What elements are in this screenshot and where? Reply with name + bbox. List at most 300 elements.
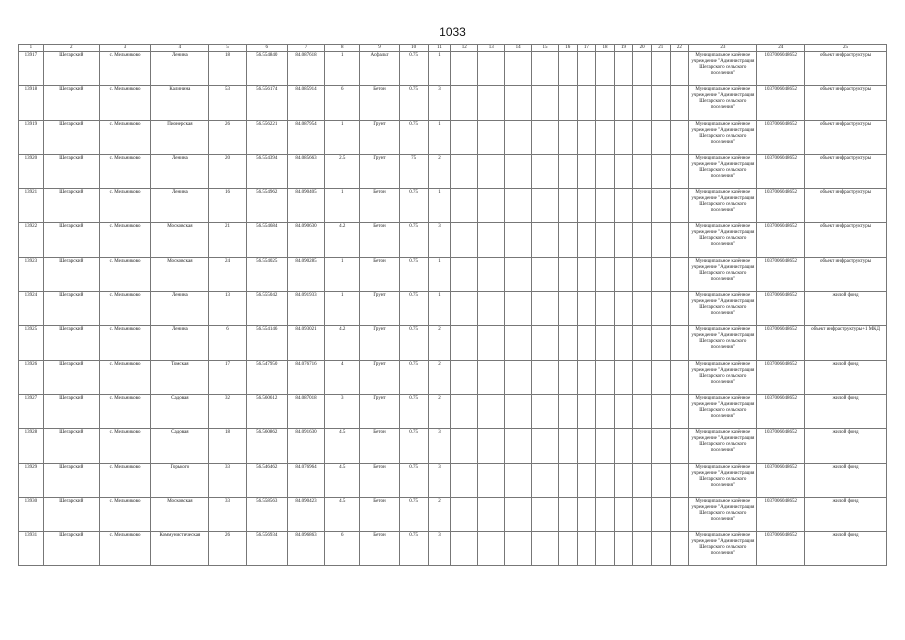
table-row — [19, 429, 887, 463]
table-cell: 84.076964 — [287, 463, 324, 497]
table-cell — [451, 154, 478, 188]
table-cell — [670, 394, 689, 428]
table-cell: Шегарский — [43, 154, 99, 188]
table-cell — [596, 360, 615, 394]
column-header: 3 — [99, 45, 151, 52]
table-cell — [633, 463, 652, 497]
table-cell: 13929 — [19, 463, 44, 497]
table-cell: 0.75 — [399, 292, 428, 326]
table-cell: жилой фонд — [805, 292, 887, 326]
table-cell — [670, 52, 689, 86]
table-cell — [478, 154, 505, 188]
table-cell — [451, 394, 478, 428]
table-cell: Ленина — [151, 326, 209, 360]
table-cell — [478, 257, 505, 291]
table-cell: 0.75 — [399, 326, 428, 360]
table-cell — [614, 429, 633, 463]
table-cell — [505, 532, 532, 566]
table-cell — [532, 326, 559, 360]
table-cell: 3 — [428, 463, 451, 497]
column-header: 24 — [757, 45, 805, 52]
table-cell — [577, 154, 596, 188]
table-cell — [651, 394, 670, 428]
table-cell: 1037006048652 — [757, 120, 805, 154]
table-cell — [577, 532, 596, 566]
column-header: 14 — [505, 45, 532, 52]
table-cell — [670, 497, 689, 531]
table-cell — [596, 292, 615, 326]
table-cell — [532, 154, 559, 188]
table-cell — [505, 463, 532, 497]
table-cell: 26 — [209, 532, 246, 566]
table-row — [19, 257, 887, 291]
table-cell: 13930 — [19, 497, 44, 531]
table-cell — [451, 120, 478, 154]
table-cell: Садовая — [151, 429, 209, 463]
table-cell — [577, 189, 596, 223]
table-cell — [651, 360, 670, 394]
table-cell — [558, 463, 577, 497]
column-header: 8 — [325, 45, 360, 52]
table-cell: 3 — [428, 223, 451, 257]
table-cell — [633, 257, 652, 291]
table-cell: 84.093021 — [287, 326, 324, 360]
table-cell: Московская — [151, 223, 209, 257]
table-cell — [614, 497, 633, 531]
table-cell: 1037006048652 — [757, 394, 805, 428]
table-cell — [505, 86, 532, 120]
table-cell: 4 — [325, 360, 360, 394]
table-cell — [558, 360, 577, 394]
table-cell: Шегарский — [43, 86, 99, 120]
table-cell: 1037006048652 — [757, 154, 805, 188]
table-cell — [651, 86, 670, 120]
table-cell — [670, 154, 689, 188]
table-cell — [614, 52, 633, 86]
table-cell: 84.091630 — [287, 429, 324, 463]
table-row — [19, 52, 887, 86]
table-cell: 84.085663 — [287, 154, 324, 188]
table-cell — [558, 86, 577, 120]
table-cell — [670, 326, 689, 360]
table-cell — [558, 326, 577, 360]
column-header: 25 — [805, 45, 887, 52]
table-cell: 4.5 — [325, 429, 360, 463]
table-cell: 1037006048652 — [757, 497, 805, 531]
table-cell: Муниципальное казённое учреждение "Администрация Шегарского сельского поселения" — [689, 120, 757, 154]
column-header: 11 — [428, 45, 451, 52]
table-cell: Грунт — [360, 292, 399, 326]
table-cell: 13931 — [19, 532, 44, 566]
table-cell: Горького — [151, 463, 209, 497]
table-cell: 1 — [428, 257, 451, 291]
table-cell: 2 — [428, 394, 451, 428]
table-cell: 0.75 — [399, 532, 428, 566]
registry-table — [18, 44, 887, 566]
table-cell: 33 — [209, 463, 246, 497]
table-row — [19, 292, 887, 326]
table-cell — [651, 497, 670, 531]
table-cell — [451, 52, 478, 86]
table-cell — [505, 292, 532, 326]
table-cell — [577, 326, 596, 360]
table-cell — [596, 429, 615, 463]
table-cell: с. Мельниково — [99, 463, 151, 497]
table-cell: 0.75 — [399, 223, 428, 257]
table-cell — [670, 189, 689, 223]
table-cell: 56.554025 — [246, 257, 287, 291]
table-cell: 1037006048652 — [757, 223, 805, 257]
column-header: 15 — [532, 45, 559, 52]
table-cell: 0.75 — [399, 463, 428, 497]
table-cell: 13920 — [19, 154, 44, 188]
table-cell — [670, 86, 689, 120]
table-cell: Муниципальное казённое учреждение "Администрация Шегарского сельского поселения" — [689, 86, 757, 120]
table-row — [19, 497, 887, 531]
table-cell — [451, 86, 478, 120]
table-cell — [532, 52, 559, 86]
table-cell: Муниципальное казённое учреждение "Администрация Шегарского сельского поселения" — [689, 326, 757, 360]
table-cell — [614, 326, 633, 360]
table-cell: с. Мельниково — [99, 52, 151, 86]
table-cell: 0.75 — [399, 394, 428, 428]
table-cell: 0.75 — [399, 257, 428, 291]
table-cell: жилой фонд — [805, 394, 887, 428]
table-cell: 1 — [325, 292, 360, 326]
table-cell — [614, 223, 633, 257]
table-cell: 3 — [428, 86, 451, 120]
table-cell — [596, 120, 615, 154]
table-cell — [558, 154, 577, 188]
table-cell — [505, 360, 532, 394]
table-cell: 56.554684 — [246, 223, 287, 257]
table-cell — [478, 429, 505, 463]
table-cell: 6 — [325, 532, 360, 566]
table-cell — [633, 292, 652, 326]
table-cell — [651, 463, 670, 497]
table-cell — [596, 532, 615, 566]
table-cell — [577, 463, 596, 497]
table-cell — [577, 292, 596, 326]
table-cell — [614, 154, 633, 188]
table-cell: Шегарский — [43, 52, 99, 86]
table-cell: 56.554146 — [246, 326, 287, 360]
table-cell: 18 — [209, 52, 246, 86]
table-cell: объект инфраструктуры — [805, 223, 887, 257]
table-cell — [670, 223, 689, 257]
table-cell — [505, 257, 532, 291]
table-cell — [532, 497, 559, 531]
table-cell: 32 — [209, 394, 246, 428]
table-cell — [614, 463, 633, 497]
table-header-row — [19, 45, 887, 52]
table-cell — [670, 257, 689, 291]
table-cell: Бетон — [360, 429, 399, 463]
table-cell — [651, 257, 670, 291]
table-cell: 33 — [209, 497, 246, 531]
table-cell: с. Мельниково — [99, 120, 151, 154]
table-cell: Шегарский — [43, 360, 99, 394]
table-cell — [633, 429, 652, 463]
table-cell — [614, 189, 633, 223]
table-cell: 56.556221 — [246, 120, 287, 154]
table-cell: Шегарский — [43, 429, 99, 463]
table-cell — [451, 292, 478, 326]
table-cell: объект инфраструктуры — [805, 189, 887, 223]
table-cell — [558, 257, 577, 291]
table-cell: 18 — [209, 429, 246, 463]
table-cell: 1037006048652 — [757, 257, 805, 291]
table-cell: 3 — [428, 532, 451, 566]
table-cell: Грунт — [360, 394, 399, 428]
table-cell: 84.096863 — [287, 532, 324, 566]
table-cell: 13922 — [19, 223, 44, 257]
column-header: 4 — [151, 45, 209, 52]
table-cell: Асфальт — [360, 52, 399, 86]
table-cell — [532, 223, 559, 257]
table-cell — [451, 463, 478, 497]
table-cell — [614, 532, 633, 566]
table-cell — [478, 394, 505, 428]
table-cell — [558, 532, 577, 566]
table-cell — [478, 292, 505, 326]
table-cell: с. Мельниково — [99, 86, 151, 120]
table-cell: 4.2 — [325, 223, 360, 257]
table-cell — [651, 189, 670, 223]
table-cell: с. Мельниково — [99, 532, 151, 566]
table-cell: 1 — [325, 257, 360, 291]
table-cell — [651, 52, 670, 86]
table-cell: 84.091933 — [287, 292, 324, 326]
table-cell: Садовая — [151, 394, 209, 428]
table-cell: с. Мельниково — [99, 189, 151, 223]
table-cell — [558, 429, 577, 463]
table-cell: 1037006048652 — [757, 532, 805, 566]
table-cell: Муниципальное казённое учреждение "Администрация Шегарского сельского поселения" — [689, 429, 757, 463]
table-row — [19, 223, 887, 257]
table-cell: 84.085914 — [287, 86, 324, 120]
column-header: 22 — [670, 45, 689, 52]
table-cell: Ленина — [151, 189, 209, 223]
table-cell: Муниципальное казённое учреждение "Администрация Шегарского сельского поселения" — [689, 394, 757, 428]
table-cell: 2 — [428, 326, 451, 360]
table-cell: Бетон — [360, 257, 399, 291]
table-cell: 84.090630 — [287, 223, 324, 257]
table-cell: с. Мельниково — [99, 154, 151, 188]
table-cell: 56.555042 — [246, 292, 287, 326]
table-cell: 1037006048652 — [757, 429, 805, 463]
table-cell — [633, 189, 652, 223]
table-cell — [633, 223, 652, 257]
table-cell: с. Мельниково — [99, 223, 151, 257]
table-cell — [577, 394, 596, 428]
table-cell: Грунт — [360, 154, 399, 188]
table-cell: объект инфраструктуры — [805, 52, 887, 86]
table-cell — [478, 463, 505, 497]
table-cell — [505, 154, 532, 188]
table-cell — [577, 223, 596, 257]
table-cell: 2 — [428, 360, 451, 394]
table-cell: Грунт — [360, 326, 399, 360]
table-cell: 6 — [325, 86, 360, 120]
table-cell: 0.75 — [399, 86, 428, 120]
table-cell — [478, 189, 505, 223]
table-cell: Муниципальное казённое учреждение "Администрация Шегарского сельского поселения" — [689, 292, 757, 326]
table-row — [19, 394, 887, 428]
table-cell: с. Мельниково — [99, 292, 151, 326]
table-cell: с. Мельниково — [99, 429, 151, 463]
table-cell: 1037006048652 — [757, 326, 805, 360]
column-header: 18 — [596, 45, 615, 52]
table-cell — [505, 52, 532, 86]
table-cell: Шегарский — [43, 532, 99, 566]
table-cell — [577, 360, 596, 394]
table-cell: Ленина — [151, 292, 209, 326]
table-row — [19, 326, 887, 360]
table-cell — [596, 463, 615, 497]
table-cell: 75 — [399, 154, 428, 188]
table-cell: 1 — [325, 120, 360, 154]
table-cell: объект инфраструктуры — [805, 257, 887, 291]
table-cell: 1037006048652 — [757, 292, 805, 326]
table-cell: 2 — [428, 154, 451, 188]
table-row — [19, 532, 887, 566]
table-cell — [670, 120, 689, 154]
table-cell — [614, 360, 633, 394]
table-cell: 56.546462 — [246, 463, 287, 497]
table-cell: Муниципальное казённое учреждение "Администрация Шегарского сельского поселения" — [689, 257, 757, 291]
table-cell — [558, 394, 577, 428]
table-cell: Шегарский — [43, 120, 99, 154]
table-cell: 56.556934 — [246, 532, 287, 566]
table-cell: Бетон — [360, 86, 399, 120]
column-header: 9 — [360, 45, 399, 52]
table-cell — [596, 394, 615, 428]
table-cell — [577, 52, 596, 86]
table-cell — [596, 86, 615, 120]
table-cell: Бетон — [360, 189, 399, 223]
column-header: 21 — [651, 45, 670, 52]
table-cell: 13919 — [19, 120, 44, 154]
table-cell: 0.75 — [399, 52, 428, 86]
table-cell — [478, 86, 505, 120]
table-cell: объект инфраструктуры — [805, 120, 887, 154]
table-cell: 1037006048652 — [757, 189, 805, 223]
table-cell: Муниципальное казённое учреждение "Администрация Шегарского сельского поселения" — [689, 532, 757, 566]
table-row — [19, 360, 887, 394]
table-cell: Шегарский — [43, 497, 99, 531]
table-cell: 56.556174 — [246, 86, 287, 120]
table-cell: жилой фонд — [805, 463, 887, 497]
table-cell: 24 — [209, 257, 246, 291]
table-cell — [532, 394, 559, 428]
table-cell — [614, 394, 633, 428]
table-cell — [532, 463, 559, 497]
table-cell: Шегарский — [43, 189, 99, 223]
table-cell: 20 — [209, 154, 246, 188]
table-cell — [614, 120, 633, 154]
table-cell: Московская — [151, 257, 209, 291]
table-cell — [633, 532, 652, 566]
table-cell: 4.5 — [325, 463, 360, 497]
column-header: 7 — [287, 45, 324, 52]
table-cell: 56.554840 — [246, 52, 287, 86]
table-cell — [558, 292, 577, 326]
table-cell: 1037006048652 — [757, 52, 805, 86]
table-cell — [614, 257, 633, 291]
table-cell — [532, 532, 559, 566]
table-row — [19, 120, 887, 154]
table-cell: 56.554394 — [246, 154, 287, 188]
table-cell: Шегарский — [43, 257, 99, 291]
table-cell: 1 — [428, 292, 451, 326]
table-cell: Муниципальное казённое учреждение "Администрация Шегарского сельского поселения" — [689, 189, 757, 223]
table-cell — [596, 189, 615, 223]
table-cell: 13927 — [19, 394, 44, 428]
column-header: 13 — [478, 45, 505, 52]
column-header: 23 — [689, 45, 757, 52]
table-cell — [651, 429, 670, 463]
table-cell — [532, 292, 559, 326]
table-row — [19, 154, 887, 188]
table-cell: Бетон — [360, 223, 399, 257]
table-cell: 3 — [325, 394, 360, 428]
table-cell: 26 — [209, 120, 246, 154]
table-cell — [558, 52, 577, 86]
table-cell: 0.75 — [399, 120, 428, 154]
table-cell: Калинина — [151, 86, 209, 120]
table-cell — [558, 120, 577, 154]
table-cell: 1 — [428, 189, 451, 223]
table-cell: 0.75 — [399, 429, 428, 463]
table-cell — [670, 532, 689, 566]
table-cell: 21 — [209, 223, 246, 257]
table-cell — [670, 360, 689, 394]
table-cell: 2.5 — [325, 154, 360, 188]
table-cell: 56.547950 — [246, 360, 287, 394]
table-cell: Грунт — [360, 120, 399, 154]
table-cell — [505, 326, 532, 360]
table-cell — [478, 52, 505, 86]
table-cell — [651, 223, 670, 257]
table-cell — [596, 497, 615, 531]
table-cell — [478, 497, 505, 531]
table-cell: Муниципальное казённое учреждение "Администрация Шегарского сельского поселения" — [689, 360, 757, 394]
table-cell — [451, 223, 478, 257]
table-cell: Шегарский — [43, 394, 99, 428]
table-cell: объект инфраструктуры — [805, 86, 887, 120]
table-cell — [451, 360, 478, 394]
table-cell: 13925 — [19, 326, 44, 360]
table-cell: 2 — [428, 497, 451, 531]
table-cell: 13918 — [19, 86, 44, 120]
table-cell: объект инфраструктуры+1 МКД — [805, 326, 887, 360]
table-cell — [633, 86, 652, 120]
table-cell — [505, 429, 532, 463]
table-cell: 56.560612 — [246, 394, 287, 428]
table-cell — [505, 189, 532, 223]
table-cell — [451, 257, 478, 291]
table-cell: 13926 — [19, 360, 44, 394]
table-cell — [651, 120, 670, 154]
table-cell — [577, 497, 596, 531]
table-cell: жилой фонд — [805, 532, 887, 566]
table-cell: 6 — [209, 326, 246, 360]
table-cell: 56.560862 — [246, 429, 287, 463]
table-cell: 4.2 — [325, 326, 360, 360]
table-cell: Грунт — [360, 360, 399, 394]
table-cell: 56.558563 — [246, 497, 287, 531]
